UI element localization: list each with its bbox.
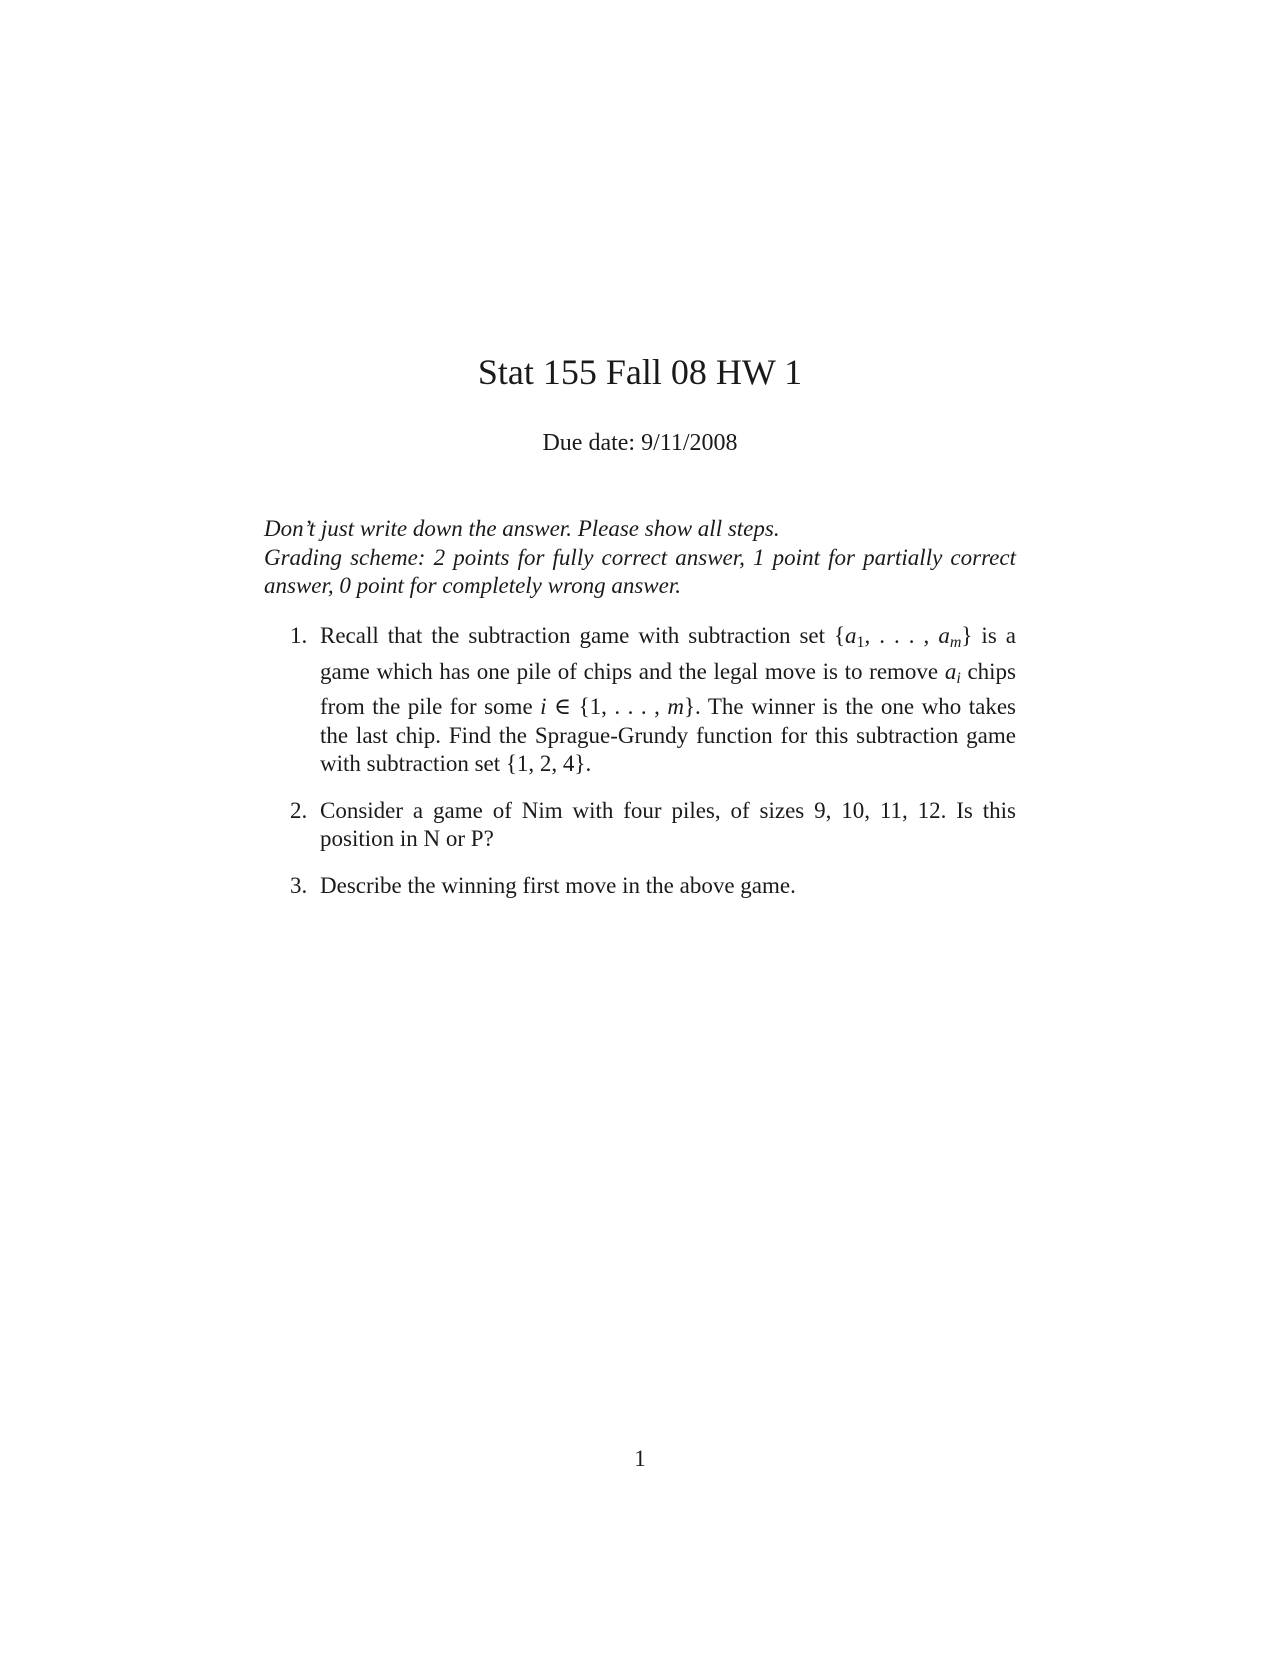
math-set-open: { bbox=[834, 623, 846, 648]
math-set-close: } bbox=[683, 694, 696, 719]
instructions bbox=[264, 515, 1016, 601]
due-date: Due date: 9/11/2008 bbox=[542, 430, 738, 456]
problem-2 bbox=[264, 797, 1016, 854]
math-var-a: a bbox=[944, 658, 957, 684]
math-var-m: m bbox=[667, 694, 684, 719]
instructions-line-1: Don’t just write down the answer. Please show all steps. bbox=[264, 516, 780, 541]
problem-text: . The winner is the one who takes the last chip. Find the Sprague-Grundy function for this subtraction game with subtraction set bbox=[320, 694, 1016, 776]
problem-number: 3. bbox=[290, 872, 308, 898]
problem-text: Consider a game of Nim with four piles, of sizes 9, 10, 11, 12. Is this position in N or P? bbox=[320, 797, 1016, 851]
math-subscript-i: i bbox=[956, 669, 961, 687]
problem-number: 1. bbox=[290, 623, 308, 648]
math-var-a: a bbox=[938, 623, 950, 648]
math-var-a: a bbox=[845, 623, 857, 648]
math-subscript-1: 1 bbox=[856, 634, 865, 651]
math-var-i: i bbox=[540, 694, 547, 719]
problem-text: Recall that the subtraction game with subtraction set bbox=[320, 623, 834, 648]
page-number: 1 bbox=[634, 1446, 646, 1471]
math-final-set: {1, 2, 4} bbox=[505, 751, 586, 776]
math-ellipsis: , . . . , bbox=[864, 623, 939, 648]
problem-3 bbox=[264, 872, 1016, 901]
math-subscript-m: m bbox=[949, 634, 962, 651]
problem-text: chips from the pile for some bbox=[320, 658, 1016, 719]
math-set-close: } bbox=[961, 623, 973, 648]
problem-text: is a game which has one pile of chips and the legal move is to remove bbox=[320, 623, 1016, 684]
problem-1 bbox=[264, 622, 1016, 779]
problem-text: Describe the winning first move in the above game. bbox=[320, 872, 796, 898]
problem-number: 2. bbox=[290, 797, 308, 823]
problem-list bbox=[264, 622, 1016, 918]
instructions-line-2: Grading scheme: 2 points for fully correct answer, 1 point for partially correct answer, 0 point for completely wrong answer. bbox=[264, 544, 1016, 598]
math-in-set: ∈ {1, . . . , bbox=[546, 694, 668, 719]
document-title: Stat 155 Fall 08 HW 1 bbox=[477, 352, 803, 392]
problem-text: . bbox=[585, 751, 592, 776]
